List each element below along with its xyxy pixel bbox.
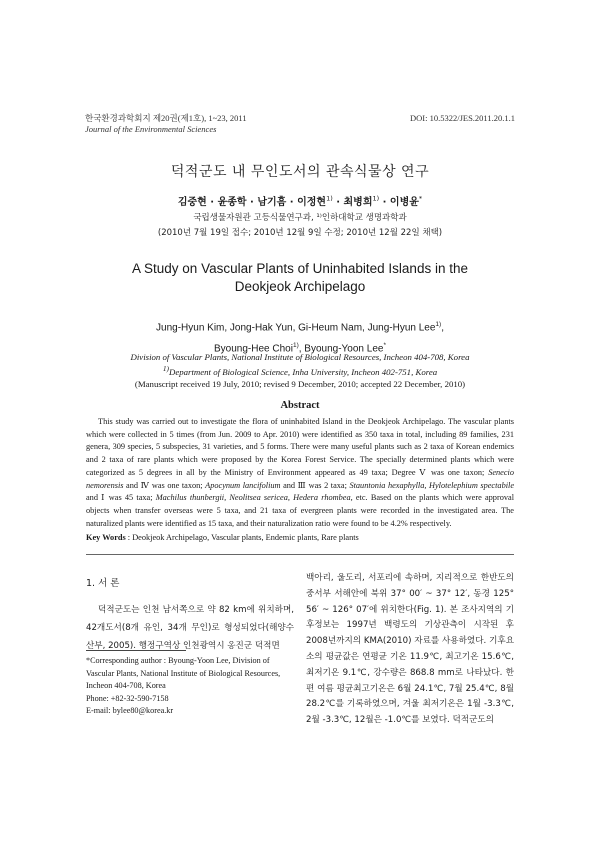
author-en: Byoung-Yoon Lee: [304, 343, 384, 355]
abstract-text: and Ⅰ was 45 taxa;: [86, 493, 156, 503]
affiliation-english: [0, 351, 600, 390]
footnote-email: E-mail: bylee80@korea.kr: [86, 706, 174, 715]
keywords-label: Key Words: [86, 533, 126, 542]
keywords-text: : Deokjeok Archipelago, Vascular plants, Endemic plants, Rare plants: [125, 533, 359, 542]
affiliation-en-1: Division of Vascular Plants, National Institute of Biological Resources, Incheon 404-708, Korea: [130, 352, 470, 362]
authors-korean: 김중현 · 윤종학 · 남기흠 · 이정현$^{1)}$ · 최병희$^{1)}$ · 이병윤*: [177, 194, 423, 208]
title-en-line2: Deokjeok Archipelago: [234, 279, 366, 294]
authors-en-line1: Jung-Hyun Kim, Jong-Hak Yun, Gi-Heum Nam, Jung-Hyun Lee: [156, 322, 436, 334]
footnote-phone: Phone: +82-32-590-7158: [86, 693, 169, 703]
keywords: [86, 533, 516, 542]
author-sup: *: [383, 342, 386, 350]
intro-paragraph-right: 백아리, 울도리, 서포리에 속하며, 지리적으로 한반도의 중서부 서해안에 북위 37° 00′ ~ 37° 12′, 동경 125° 56′ ~ 126° 07′에 위치한다(Fig. 1). 본 조사지역의 기후정보는 1997년 백령도의 기상관측이 시작된 후 2008년까지의 KMA(2010) 자료를 사용하였다. 기후요소의 평균값은 연평균 기온 11.9℃, 최고기온 15.6℃, 최저기온 9.1℃, 강수량은 868.8 mm로 나타났다. 한편 여름 평균최고기온은 6월 24.1℃, 7월 25.4℃, 8월 28.2℃를 기록하였으며, 겨울 최저기온은 1월 -3.3℃, 2월 -3.3℃, 12월은 -1.0℃를 보였다. 덕적군도의: [306, 573, 514, 726]
journal-header: [85, 113, 247, 135]
abstract-text: etc. Based on the plants which were approval objects when transfer overseas were 5 taxa, and 21 taxa of evergreen plants were recorded in the investigated area. The naturalized plants were identified as 15 taxa, and their naturalization ratio were found to be 4.2% respectively.: [86, 493, 515, 528]
author-ko: 윤종학: [217, 197, 247, 208]
author-ko: 김중현: [177, 197, 207, 208]
author-ko: 남기흠: [257, 197, 287, 208]
author-ko: 이정현: [297, 197, 327, 208]
authors-english: Jung-Hyun Kim, Jong-Hak Yun, Gi-Heum Nam, Jung-Hyun Lee$^{1)}$, Byoung-Hee Choi$^{1)}$, Byoung-Yoon Lee*: [156, 321, 444, 355]
author-en: Byoung-Hee Choi: [214, 343, 293, 355]
author-sup: 1): [292, 342, 299, 350]
author-sup: 1): [326, 194, 333, 203]
doi: DOI: 10.5322/JES.2011.20.1.1: [410, 113, 515, 123]
abstract-text: and Ⅲ was 2 taxa;: [280, 480, 350, 490]
affiliation-en-2: Department of Biological Science, Inha University, Incheon 402-751, Korea: [168, 366, 438, 377]
abstract-text: and Ⅳ was one taxon;: [123, 480, 206, 490]
corresponding-author-footnote: [86, 655, 296, 718]
abstract-heading: Abstract: [280, 400, 320, 411]
species-name: Machilus thunbergii, Neolitsea sericea, Hedera rhombea,: [155, 493, 353, 503]
abstract-body: [86, 416, 514, 530]
right-column: [306, 571, 514, 729]
left-column: [86, 575, 294, 655]
author-sup: *: [418, 194, 423, 203]
author-sup: 1): [435, 321, 442, 328]
author-ko: 이병윤: [389, 197, 419, 208]
received-dates-english: (Manuscript received 19 July, 2010; revised 9 December, 2010; accepted 22 December, 2010): [134, 378, 466, 389]
species-name: Apocynum lancifolium: [205, 480, 281, 490]
title-en-line1: A Study on Vascular Plants of Uninhabited Islands in the: [132, 261, 468, 276]
author-ko: 최병희: [343, 197, 373, 208]
section-heading: 1. 서 론: [86, 578, 120, 589]
species-name: Stauntonia hexaphylla, Hylotelephium spectabile: [349, 480, 515, 490]
received-dates-korean: (2010년 7월 19일 접수; 2010년 12월 9일 수정; 2010년 12월 22일 채택): [157, 228, 443, 238]
species-name: Senecio nemorensis: [86, 467, 514, 490]
author-sup: 1): [372, 194, 380, 203]
title-korean: 덕적군도 내 무인도서의 관속식물상 연구: [170, 164, 430, 180]
affiliation-korean: 국립생물자원관 고등식물연구과, ¹⁾인하대학교 생명과학과: [193, 213, 407, 223]
intro-paragraph-left: 덕적군도는 인천 남서쪽으로 약 82 km에 위치하며, 42개도서(8개 유인, 34개 무인)로 형성되었다(해양수산부, 2005). 행정구역상 인천광역시 옹진군 덕적면: [86, 605, 294, 651]
journal-name-en: Journal of the Environmental Sciences: [85, 124, 217, 134]
affiliation-sup: 1): [162, 364, 169, 373]
title-english: [0, 260, 600, 296]
footnote-divider: [86, 650, 186, 651]
abstract-text: This study was carried out to investigate the flora of uninhabited Island in the Deokjeok Archipelago. The vascular plants which were collected in 5 times (from Jun. 2009 to Apr. 2010) were identified as 350 taxa in total, including 89 families, 231 genera, 309 species, 5 subspecies, 31 varieties, and 5 forms. There were many useful plants such as 2 taxa of Korean endemics and 2 taxa of rare plants which were proposed by the Korea Forest Service. The specially determined plants which were categorized as 5 degrees in all by the Ministry of Environment appeared as 49 taxa; Degree Ⅴ was one taxon;: [86, 417, 514, 477]
section-divider: [86, 554, 514, 555]
journal-name-ko: 한국환경과학회지 제20권(제1호), 1~23, 2011: [85, 113, 247, 123]
footnote-author: *Corresponding author : Byoung-Yoon Lee, Division of Vascular Plants, National Institute of Biological Resources, Incheon 404-708, Korea: [86, 656, 281, 690]
